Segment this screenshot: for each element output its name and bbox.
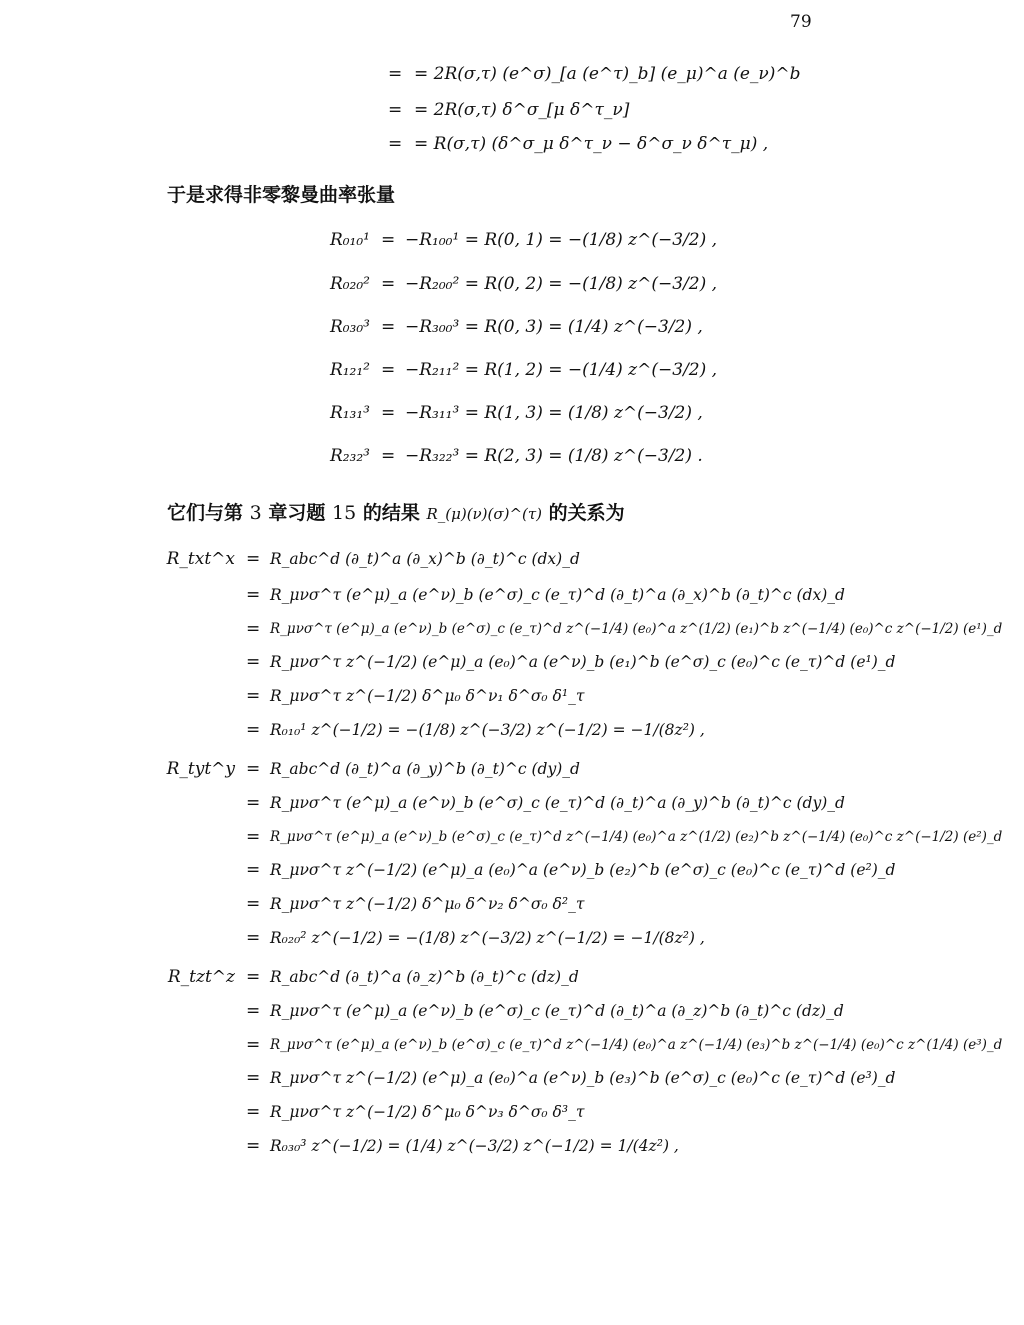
derivation-rhs: R_μνσ^τ (e^μ)_a (e^ν)_b (e^σ)_c (e_τ)^d (∂_t)^a (∂_x)^b (∂_t)^c (dx)_d xyxy=(270,586,845,604)
derivation-lhs: R_txt^x xyxy=(166,549,235,569)
riemann-lhs: R₁₂₁² xyxy=(329,360,370,380)
equals: = xyxy=(246,686,261,706)
top-eq-1-rhs: = 2R(σ,τ) (e^σ)_[a (e^τ)_b] (e_μ)^a (e_ν)^b xyxy=(414,64,801,84)
riemann-lhs: R₀₁₀¹ xyxy=(329,230,370,250)
equals: = xyxy=(381,360,396,380)
derivation-rhs: R_μνσ^τ z^(−1/2) δ^μ₀ δ^ν₃ δ^σ₀ δ³_τ xyxy=(270,1103,585,1121)
riemann-lhs: R₁₃₁³ xyxy=(329,403,370,423)
equals: = xyxy=(246,1035,261,1055)
riemann-rhs: −R₃₂₂³ = R(2, 3) = (1/8) z^(−3/2) . xyxy=(405,446,703,466)
heading-relation-math: R_(μ)(ν)(σ)^(τ) xyxy=(426,505,543,523)
derivation-rhs: R_μνσ^τ (e^μ)_a (e^ν)_b (e^σ)_c (e_τ)^d (∂_t)^a (∂_z)^b (∂_t)^c (dz)_d xyxy=(270,1002,844,1020)
riemann-rhs: −R₁₀₀¹ = R(0, 1) = −(1/8) z^(−3/2) , xyxy=(405,230,718,250)
riemann-lhs: R₀₃₀³ xyxy=(329,317,370,337)
derivation-rhs: R_μνσ^τ (e^μ)_a (e^ν)_b (e^σ)_c (e_τ)^d z^(−1/4) (e₀)^a z^(1/2) (e₂)^b z^(−1/4) (e₀)^c z^(−1/2) (e²)_d xyxy=(270,829,1003,845)
heading-relation-number: 3 xyxy=(249,502,262,524)
equals: = xyxy=(246,1136,261,1156)
riemann-lhs: R₀₂₀² xyxy=(329,274,370,294)
derivation-rhs: R_μνσ^τ z^(−1/2) δ^μ₀ δ^ν₁ δ^σ₀ δ¹_τ xyxy=(270,687,585,705)
equals: = xyxy=(246,619,261,639)
equals: = xyxy=(246,894,261,914)
derivation-rhs: R_μνσ^τ z^(−1/2) δ^μ₀ δ^ν₂ δ^σ₀ δ²_τ xyxy=(270,895,585,913)
derivation-rhs: R_abc^d (∂_t)^a (∂_x)^b (∂_t)^c (dx)_d xyxy=(270,550,580,568)
derivation-rhs: R₀₁₀¹ z^(−1/2) = −(1/8) z^(−3/2) z^(−1/2) = −1/(8z²) , xyxy=(270,721,705,739)
derivation-rhs: R_μνσ^τ z^(−1/2) (e^μ)_a (e₀)^a (e^ν)_b (e₂)^b (e^σ)_c (e₀)^c (e_τ)^d (e²)_d xyxy=(270,861,896,879)
equals: = xyxy=(388,134,403,154)
equals: = xyxy=(246,827,261,847)
derivation-rhs: R_μνσ^τ (e^μ)_a (e^ν)_b (e^σ)_c (e_τ)^d (∂_t)^a (∂_y)^b (∂_t)^c (dy)_d xyxy=(270,794,845,812)
equals: = xyxy=(246,1102,261,1122)
derivation-rhs: R_μνσ^τ (e^μ)_a (e^ν)_b (e^σ)_c (e_τ)^d z^(−1/4) (e₀)^a z^(−1/4) (e₃)^b z^(−1/4) (e₀)^c z^(1/4) (e³)_d xyxy=(270,1037,1003,1053)
equals: = xyxy=(246,1068,261,1088)
equals: = xyxy=(246,793,261,813)
equals: = xyxy=(388,64,403,84)
equals: = xyxy=(246,928,261,948)
page-number: 79 xyxy=(790,12,812,32)
equals: = xyxy=(246,652,261,672)
equals: = xyxy=(246,759,261,779)
equals: = xyxy=(388,100,403,120)
equals: = xyxy=(246,720,261,740)
riemann-rhs: −R₃₀₀³ = R(0, 3) = (1/4) z^(−3/2) , xyxy=(405,317,703,337)
top-eq-2-rhs: = 2R(σ,τ) δ^σ_[μ δ^τ_ν] xyxy=(414,100,630,120)
equals: = xyxy=(246,549,261,569)
heading-relation-part: 章习题 xyxy=(268,502,326,524)
derivation-rhs: R_abc^d (∂_t)^a (∂_y)^b (∂_t)^c (dy)_d xyxy=(270,760,580,778)
derivation-rhs: R_μνσ^τ z^(−1/2) (e^μ)_a (e₀)^a (e^ν)_b (e₁)^b (e^σ)_c (e₀)^c (e_τ)^d (e¹)_d xyxy=(270,653,896,671)
riemann-lhs: R₂₃₂³ xyxy=(329,446,370,466)
derivation-rhs: R₀₂₀² z^(−1/2) = −(1/8) z^(−3/2) z^(−1/2) = −1/(8z²) , xyxy=(270,929,705,947)
heading-relation-number: 15 xyxy=(332,502,357,524)
top-eq-3-rhs: = R(σ,τ) (δ^σ_μ δ^τ_ν − δ^σ_ν δ^τ_μ) , xyxy=(414,134,769,154)
equals: = xyxy=(246,860,261,880)
equals: = xyxy=(246,967,261,987)
equals: = xyxy=(381,403,396,423)
heading-relation xyxy=(167,498,625,525)
equals: = xyxy=(381,446,396,466)
riemann-rhs: −R₂₁₁² = R(1, 2) = −(1/4) z^(−3/2) , xyxy=(405,360,718,380)
derivation-lhs: R_tyt^y xyxy=(166,759,235,779)
heading-relation-part: 的结果 xyxy=(362,502,420,524)
derivation-rhs: R_μνσ^τ (e^μ)_a (e^ν)_b (e^σ)_c (e_τ)^d z^(−1/4) (e₀)^a z^(1/2) (e₁)^b z^(−1/4) (e₀)^c z^(−1/2) (e¹)_d xyxy=(270,621,1003,637)
equals: = xyxy=(381,274,396,294)
derivation-rhs: R_abc^d (∂_t)^a (∂_z)^b (∂_t)^c (dz)_d xyxy=(270,968,579,986)
derivation-lhs: R_tzt^z xyxy=(167,967,235,987)
heading-relation-part: 它们与第 xyxy=(167,502,244,524)
equals: = xyxy=(381,317,396,337)
equals: = xyxy=(381,230,396,250)
riemann-rhs: −R₂₀₀² = R(0, 2) = −(1/8) z^(−3/2) , xyxy=(405,274,718,294)
heading-riemann: 于是求得非零黎曼曲率张量 xyxy=(167,184,396,206)
equals: = xyxy=(246,1001,261,1021)
derivation-rhs: R_μνσ^τ z^(−1/2) (e^μ)_a (e₀)^a (e^ν)_b (e₃)^b (e^σ)_c (e₀)^c (e_τ)^d (e³)_d xyxy=(270,1069,896,1087)
equals: = xyxy=(246,585,261,605)
riemann-rhs: −R₃₁₁³ = R(1, 3) = (1/8) z^(−3/2) , xyxy=(405,403,703,423)
heading-relation-part: 的关系为 xyxy=(548,502,625,524)
derivation-rhs: R₀₃₀³ z^(−1/2) = (1/4) z^(−3/2) z^(−1/2) = 1/(4z²) , xyxy=(270,1137,679,1155)
